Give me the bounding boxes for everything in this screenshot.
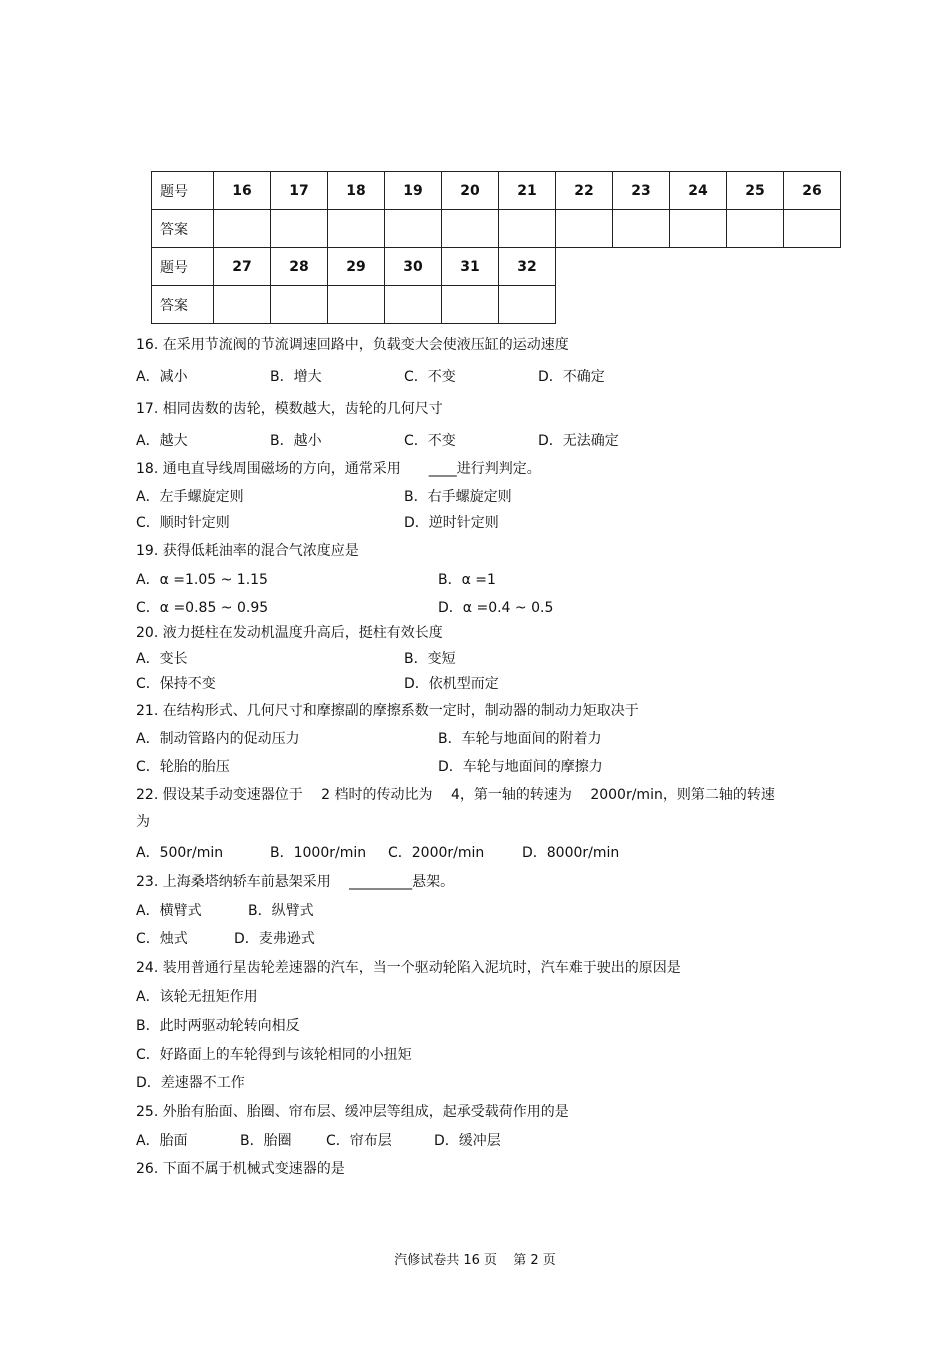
question-18-stem: 18. 通电直导线周围磁场的方向，通常采用 ____进行判判定。	[136, 461, 541, 477]
q18-option-d: D．逆时针定则	[404, 515, 499, 531]
q23-option-b: B．纵臂式	[248, 903, 314, 919]
answer-cell[interactable]	[328, 286, 385, 324]
q20-option-d: D．依机型而定	[404, 676, 499, 692]
empty-cell	[556, 286, 841, 324]
answer-cell[interactable]	[442, 286, 499, 324]
row-label: 题号	[152, 248, 214, 286]
q17-option-a: A．越大	[136, 433, 188, 449]
answer-cell[interactable]	[271, 210, 328, 248]
answer-cell[interactable]	[670, 210, 727, 248]
page-footer	[0, 1249, 950, 1268]
q19-option-b: B．α =1	[438, 572, 496, 588]
q23-option-d: D．麦弗逊式	[234, 931, 315, 947]
q21-option-c: C．轮胎的胎压	[136, 759, 230, 775]
question-17-stem: 17. 相同齿数的齿轮，模数越大，齿轮的几何尺寸	[136, 401, 443, 417]
question-number: 30	[385, 248, 442, 286]
row-label: 答案	[152, 210, 214, 248]
q21-option-b: B．车轮与地面间的附着力	[438, 731, 602, 747]
answer-cell[interactable]	[727, 210, 784, 248]
question-number: 19	[385, 172, 442, 210]
q24-option-a: A．该轮无扭矩作用	[136, 989, 258, 1005]
q16-option-d: D．不确定	[538, 369, 605, 385]
question-number: 17	[271, 172, 328, 210]
question-number: 22	[556, 172, 613, 210]
question-22-stem: 22. 假设某手动变速器位于 2 档时的传动比为 4，第一轴的转速为 2000r/min，则第二轴的转速	[136, 787, 775, 803]
answer-cell[interactable]	[385, 286, 442, 324]
q18-option-c: C．顺时针定则	[136, 515, 230, 531]
question-25-stem: 25. 外胎有胎面、胎圈、帘布层、缓冲层等组成，起承受载荷作用的是	[136, 1104, 569, 1120]
answer-cell[interactable]	[214, 210, 271, 248]
footer-page-number: 第 2 页	[513, 1253, 556, 1268]
q24-option-b: B．此时两驱动轮转向相反	[136, 1018, 300, 1034]
q22-option-c: C．2000r/min	[388, 845, 485, 861]
q16-option-b: B．增大	[270, 369, 322, 385]
q19-option-c: C．α =0.85 ~ 0.95	[136, 600, 269, 616]
question-number: 23	[613, 172, 670, 210]
q24-option-d: D．差速器不工作	[136, 1075, 245, 1091]
answer-cell[interactable]	[385, 210, 442, 248]
q20-option-b: B．变短	[404, 651, 456, 667]
q18-option-a: A．左手螺旋定则	[136, 489, 244, 505]
answer-cell[interactable]	[784, 210, 841, 248]
question-20-stem: 20. 液力挺柱在发动机温度升高后，挺柱有效长度	[136, 625, 443, 641]
q17-option-c: C．不变	[404, 433, 456, 449]
answer-cell[interactable]	[499, 286, 556, 324]
row-label: 答案	[152, 286, 214, 324]
question-number: 25	[727, 172, 784, 210]
q25-option-b: B．胎圈	[240, 1133, 292, 1149]
q21-option-a: A．制动管路内的促动压力	[136, 731, 300, 747]
question-24-stem: 24. 装用普通行星齿轮差速器的汽车，当一个驱动轮陷入泥坑时，汽车难于驶出的原因是	[136, 960, 681, 976]
question-number: 32	[499, 248, 556, 286]
footer-total-pages: 汽修试卷共 16 页	[394, 1253, 498, 1268]
q25-option-c: C．帘布层	[326, 1133, 392, 1149]
answer-cell[interactable]	[328, 210, 385, 248]
q20-option-c: C．保持不变	[136, 676, 216, 692]
q19-option-d: D．α =0.4 ~ 0.5	[438, 600, 554, 616]
question-16-stem: 16. 在采用节流阀的节流调速回路中，负载变大会使液压缸的运动速度	[136, 337, 569, 353]
answer-cell[interactable]	[499, 210, 556, 248]
q21-option-d: D．车轮与地面间的摩擦力	[438, 759, 603, 775]
question-number: 21	[499, 172, 556, 210]
q23-option-a: A．横臂式	[136, 903, 202, 919]
q17-option-d: D．无法确定	[538, 433, 619, 449]
q16-option-a: A．减小	[136, 369, 188, 385]
answer-table	[151, 171, 841, 324]
table-row	[152, 210, 841, 248]
question-number: 27	[214, 248, 271, 286]
question-number: 29	[328, 248, 385, 286]
row-label: 题号	[152, 172, 214, 210]
table-row	[152, 286, 841, 324]
q23-option-c: C．烛式	[136, 931, 188, 947]
q25-option-d: D．缓冲层	[434, 1133, 501, 1149]
table-row	[152, 172, 841, 210]
question-number: 20	[442, 172, 499, 210]
question-number: 26	[784, 172, 841, 210]
q18-option-b: B．右手螺旋定则	[404, 489, 512, 505]
table-row	[152, 248, 841, 286]
question-number: 18	[328, 172, 385, 210]
question-26-stem: 26. 下面不属于机械式变速器的是	[136, 1161, 345, 1177]
q22-option-d: D．8000r/min	[522, 845, 620, 861]
question-21-stem: 21. 在结构形式、几何尺寸和摩擦副的摩擦系数一定时，制动器的制动力矩取决于	[136, 703, 639, 719]
q16-option-c: C．不变	[404, 369, 456, 385]
q24-option-c: C．好路面上的车轮得到与该轮相同的小扭矩	[136, 1047, 412, 1063]
question-number: 24	[670, 172, 727, 210]
q25-option-a: A．胎面	[136, 1133, 188, 1149]
answer-cell[interactable]	[442, 210, 499, 248]
answer-cell[interactable]	[556, 210, 613, 248]
q19-option-a: A．α =1.05 ~ 1.15	[136, 572, 268, 588]
question-19-stem: 19. 获得低耗油率的混合气浓度应是	[136, 543, 359, 559]
answer-cell[interactable]	[214, 286, 271, 324]
question-number: 16	[214, 172, 271, 210]
q22-option-b: B．1000r/min	[270, 845, 367, 861]
question-22-stem-continued: 为	[136, 814, 150, 830]
empty-cell	[556, 248, 841, 286]
q20-option-a: A．变长	[136, 651, 188, 667]
question-number: 28	[271, 248, 328, 286]
answer-cell[interactable]	[613, 210, 670, 248]
q17-option-b: B．越小	[270, 433, 322, 449]
answer-cell[interactable]	[271, 286, 328, 324]
question-23-stem: 23. 上海桑塔纳轿车前悬架采用 _________悬架。	[136, 874, 455, 890]
q22-option-a: A．500r/min	[136, 845, 224, 861]
question-number: 31	[442, 248, 499, 286]
